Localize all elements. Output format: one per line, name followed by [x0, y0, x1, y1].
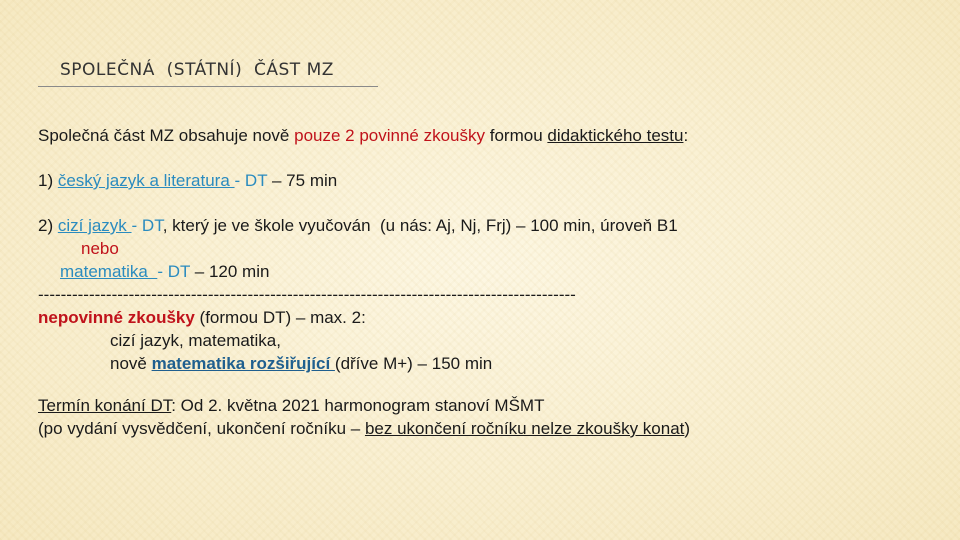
slide-title: SPOLEČNÁ (STÁTNÍ) ČÁST MZ: [60, 60, 334, 80]
note-a: (po vydání vysvědčení, ukončení ročníku –: [38, 419, 365, 438]
intro-didactic-test: didaktického testu: [547, 126, 684, 145]
term-label: Termín konání DT: [38, 396, 172, 415]
item-czech-dt: - DT: [234, 171, 268, 190]
optional-exams-rest: (formou DT) – max. 2:: [194, 308, 366, 327]
item-math-dt: - DT: [157, 262, 191, 281]
separator-line: -----------------------------------------------------------------------------------------------: [38, 285, 576, 304]
advanced-math-link[interactable]: matematika rozšiřující: [151, 354, 335, 373]
czech-literature-link[interactable]: český jazyk a literatura: [57, 171, 235, 190]
note-line: [38, 417, 938, 440]
item-czech: [38, 169, 938, 192]
optional-exams-label: nepovinné zkoušky: [38, 308, 195, 327]
intro-highlight: pouze 2 povinné zkoušky: [294, 126, 486, 145]
note-b: bez ukončení ročníku nelze zkoušky konat: [364, 419, 685, 438]
or-line: [38, 237, 938, 260]
slide-body: [38, 124, 938, 440]
intro-text-a: Společná část MZ obsahuje nově: [38, 126, 295, 145]
item-math: [38, 260, 938, 283]
optional-line-2: [38, 352, 938, 375]
item-czech-rest: – 75 min: [267, 171, 338, 190]
item-foreign: [38, 214, 938, 237]
optional-line-2-c: (dříve M+) – 150 min: [334, 354, 493, 373]
item-foreign-num: 2): [38, 216, 58, 235]
item-foreign-dt: - DT: [131, 216, 163, 235]
intro-text-c: formou: [485, 126, 548, 145]
term-rest: : Od 2. května 2021 harmonogram stanoví MŠMT: [171, 396, 545, 415]
title-underline: [38, 86, 378, 87]
optional-exams-line: [38, 306, 938, 329]
foreign-language-link[interactable]: cizí jazyk: [57, 216, 132, 235]
or-text: nebo: [81, 239, 119, 258]
intro-line: [38, 124, 938, 147]
mathematics-link[interactable]: matematika: [60, 262, 158, 281]
optional-line-1: cizí jazyk, matematika,: [110, 331, 281, 350]
term-line: [38, 394, 938, 417]
intro-colon: :: [683, 126, 689, 145]
note-c: ): [684, 419, 691, 438]
item-foreign-rest: , který je ve škole vyučován (u nás: Aj, Nj, Frj) – 100 min, úroveň B1: [162, 216, 678, 235]
item-math-rest: – 120 min: [190, 262, 270, 281]
item-czech-num: 1): [38, 171, 58, 190]
optional-line-2-a: nově: [110, 354, 152, 373]
